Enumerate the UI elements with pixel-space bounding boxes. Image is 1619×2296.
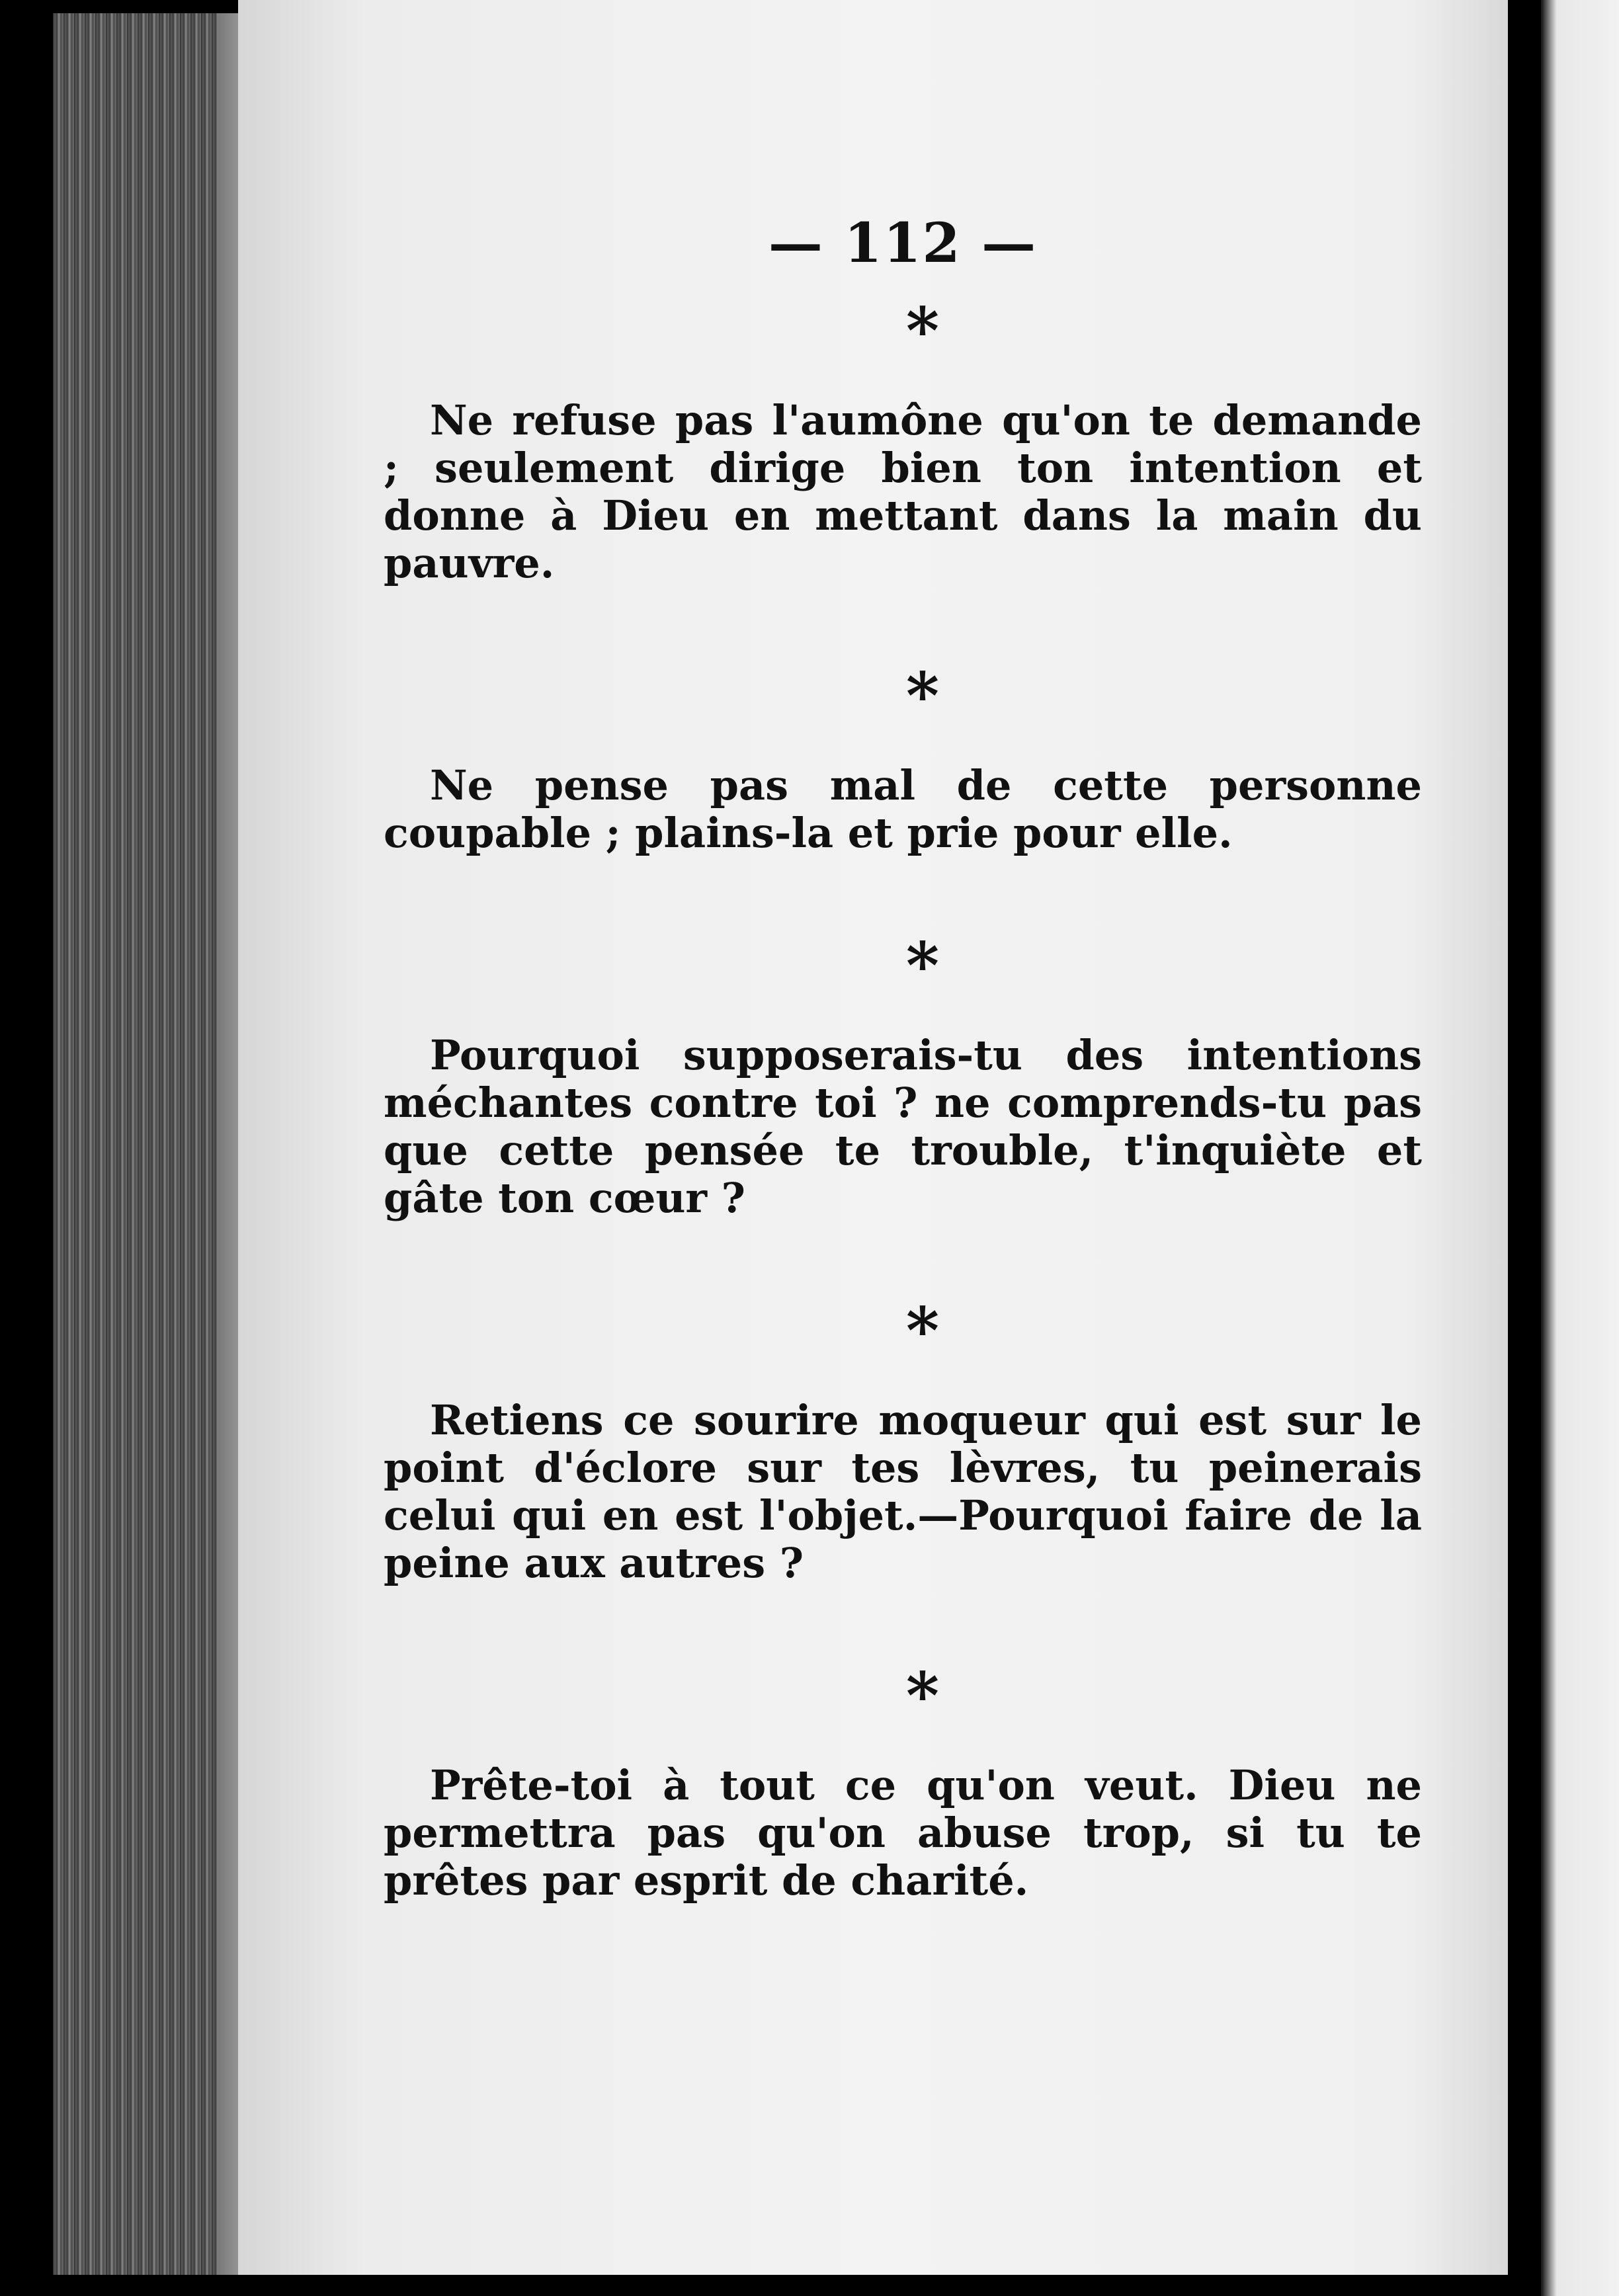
section-separator: * — [905, 1659, 940, 1733]
section-separator: * — [905, 1293, 940, 1368]
facing-page-edge — [1541, 0, 1619, 2296]
section-separator: * — [905, 928, 940, 1003]
maxim-paragraph: Prête-toi à tout ce qu'on veut. Dieu ne permettra pas qu'on abuse trop, si tu te prêtes par esprit de charité. — [384, 1761, 1422, 1905]
maxim-paragraph: Retiens ce sourire moqueur qui est sur le point d'éclore sur tes lèvres, tu peinerais celui qui en est l'objet.—Pourquoi faire de la peine aux autres ? — [384, 1396, 1422, 1587]
page-number: — 112 — — [768, 212, 1038, 275]
page-text — [384, 212, 1422, 1977]
maxim-paragraph: Ne refuse pas l'aumône qu'on te demande ; seulement dirige bien ton intention et donne à Dieu en mettant dans la main du pauvre. — [384, 396, 1422, 587]
maxim-paragraph: Pourquoi supposerais-tu des intentions méchantes contre toi ? ne comprends-tu pas que cette pensée te trouble, t'inquiète et gâte ton cœur ? — [384, 1031, 1422, 1222]
maxim-paragraph: Ne pense pas mal de cette personne coupable ; plains-la et prie pour elle. — [384, 761, 1422, 857]
section-separator: * — [905, 294, 940, 368]
section-separator: * — [905, 659, 940, 733]
